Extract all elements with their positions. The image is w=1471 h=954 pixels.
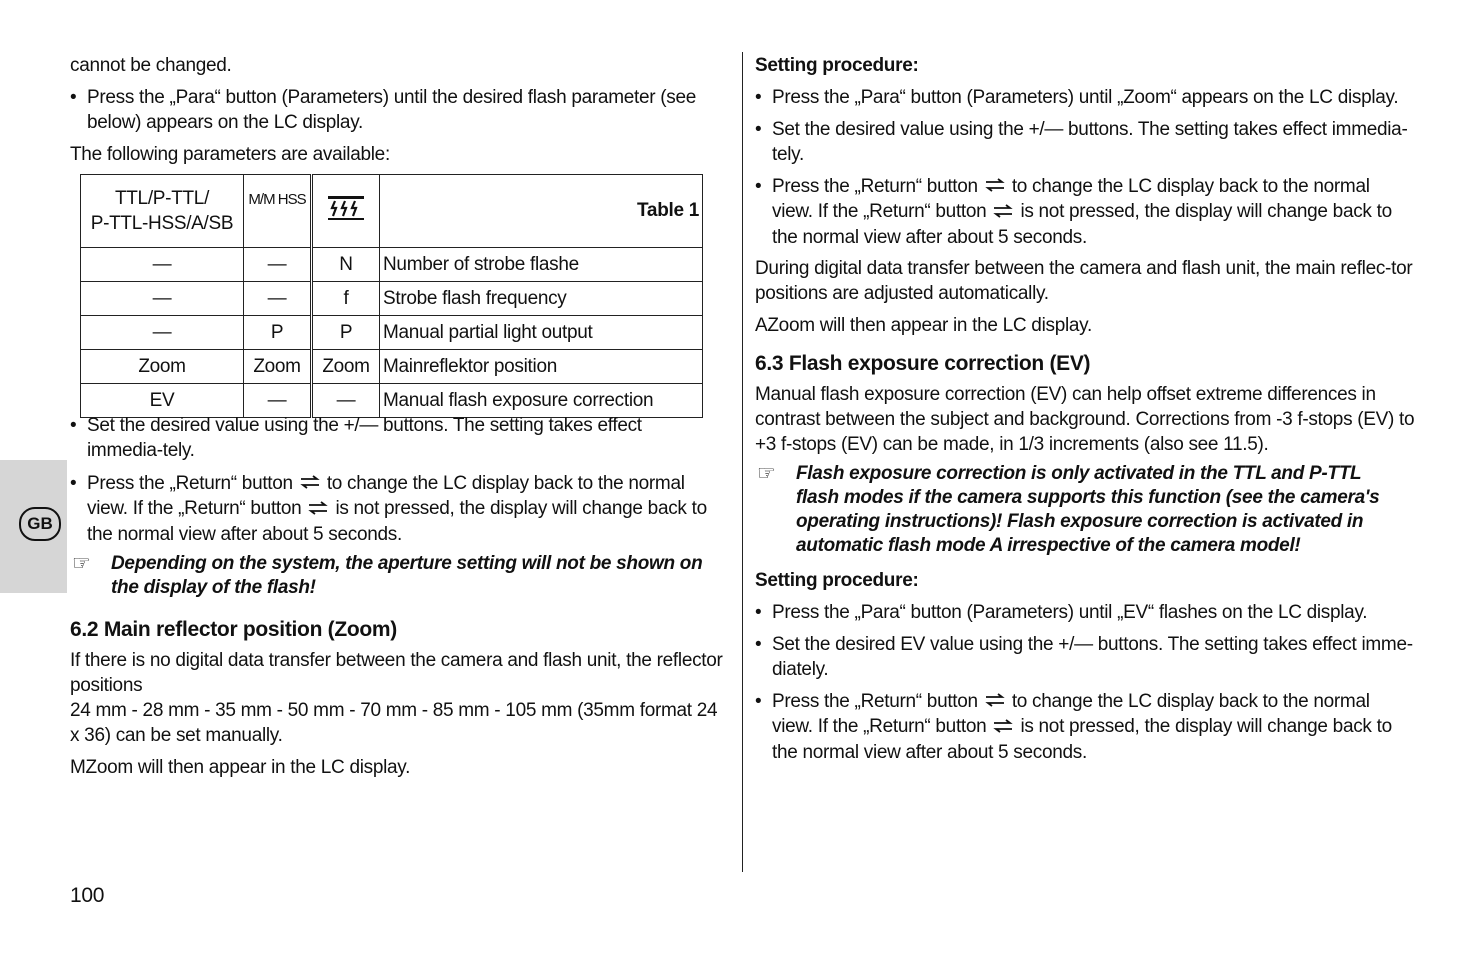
bullet-text bbox=[70, 471, 722, 547]
table-cell: f bbox=[312, 282, 380, 316]
bullet-item: • Press the „Return“ button to change the LC display back to the normal view. If the „Return“ button is not pressed, the display will change back to the normal view after about 5 seconds. bbox=[755, 174, 1415, 250]
table-cell: Manual partial light output bbox=[380, 316, 703, 350]
text-segment: is not pressed, the display will change back to the normal view after about 5 seconds. bbox=[772, 716, 1392, 763]
note-callout bbox=[70, 552, 730, 600]
bullet-item: • Set the desired value using the +/— buttons. The setting takes effect immedia-tely. bbox=[70, 413, 720, 463]
paragraph-text: 24 mm - 28 mm - 35 mm - 50 mm - 70 mm - 85 mm - 105 mm (35mm format 24 x 36) can be set manually. bbox=[70, 700, 718, 746]
text-segment: is not pressed, the display will change back to the normal view after about 5 seconds. bbox=[772, 201, 1392, 248]
header-modes-text: TTL/P-TTL/ P-TTL-HSS/A/SB bbox=[90, 188, 234, 234]
text-segment: to change the LC display back to the normal view. If the „Return“ button bbox=[87, 473, 685, 520]
table-cell: — bbox=[81, 248, 244, 282]
paragraph-text: During digital data transfer between the camera and flash unit, the main reflec-tor positions are adjusted automatically. bbox=[755, 258, 1413, 304]
column-divider bbox=[742, 52, 743, 872]
return-icon bbox=[299, 471, 321, 496]
pointing-hand-icon: ☞ bbox=[72, 552, 91, 575]
subheading: Setting procedure: bbox=[755, 55, 919, 76]
bullet-text: Set the desired value using the +/— buttons. The setting takes effect immedia-tely. bbox=[87, 415, 642, 461]
table-row bbox=[81, 350, 703, 384]
language-badge: GB bbox=[19, 507, 61, 541]
header-manual-text: M/M HSS bbox=[248, 191, 306, 208]
bullet-item: • Press the „Return“ button to change the LC display back to the normal view. If the „Return“ button is not pressed, the display will change back to the normal view after about 5 seconds. bbox=[70, 471, 722, 547]
table-cell: Manual flash exposure correction bbox=[380, 384, 703, 418]
table-header-row bbox=[81, 175, 703, 248]
text-segment: Press the „Return“ button bbox=[87, 473, 293, 494]
table-cell: — bbox=[81, 316, 244, 350]
table-cell: Zoom bbox=[312, 350, 380, 384]
bullet-text: Press the „Para“ button (Parameters) until the desired flash parameter (see below) appears on the LC display. bbox=[87, 87, 697, 133]
text-segment: is not pressed, the display will change back to the normal view after about 5 seconds. bbox=[87, 498, 707, 545]
table-cell: Number of strobe flashe bbox=[380, 248, 703, 282]
table-caption: Table 1 bbox=[637, 200, 699, 221]
table-cell: — bbox=[81, 282, 244, 316]
bullet-text bbox=[755, 174, 1415, 250]
note-text: Flash exposure correction is only activated in the TTL and P-TTL flash modes if the camera supports this function (see the camera's operating instructions)! Flash exposure correction is activated in automatic flash mode A irrespective of the camera model! bbox=[796, 463, 1380, 556]
header-cell-strobe bbox=[312, 175, 380, 248]
page-number: 100 bbox=[70, 884, 105, 907]
table-cell: — bbox=[244, 248, 312, 282]
paragraph bbox=[70, 648, 732, 698]
return-icon bbox=[992, 715, 1014, 740]
note-text: Depending on the system, the aperture setting will not be shown on the display of the flash! bbox=[111, 553, 703, 598]
paragraph bbox=[755, 256, 1415, 306]
bullet-item: • Set the desired value using the +/— buttons. The setting takes effect immedia-tely. bbox=[755, 117, 1415, 167]
parameter-table bbox=[80, 174, 703, 418]
table-row bbox=[81, 282, 703, 316]
return-icon bbox=[984, 689, 1006, 714]
table-cell: EV bbox=[81, 384, 244, 418]
paragraph-text: Manual flash exposure correction (EV) can help offset extreme differences in contrast between the subject and background. Corrections from -3 f-stops (EV) to +3 f-stops (EV) can be made, in 1/3 increments (also see 11.5). bbox=[755, 384, 1415, 455]
table-cell: Zoom bbox=[244, 350, 312, 384]
table-cell: N bbox=[312, 248, 380, 282]
bullet-item: • Press the „Para“ button (Parameters) until the desired flash parameter (see below) appears on the LC display. bbox=[70, 85, 710, 135]
bullet-text: Press the „Para“ button (Parameters) until „EV“ flashes on the LC display. bbox=[772, 602, 1368, 623]
table-row bbox=[81, 248, 703, 282]
bullet-text: Set the desired value using the +/— buttons. The setting takes effect immedia-tely. bbox=[772, 119, 1408, 165]
table-cell: — bbox=[312, 384, 380, 418]
bullet-text bbox=[755, 689, 1415, 765]
section-heading: 6.3 Flash exposure correction (EV) bbox=[755, 352, 1091, 375]
return-icon bbox=[307, 497, 329, 522]
bullet-item: • Press the „Return“ button to change the LC display back to the normal view. If the „Return“ button is not pressed, the display will change back to the normal view after about 5 seconds. bbox=[755, 689, 1415, 765]
bullet-text: Set the desired EV value using the +/— buttons. The setting takes effect imme-diately. bbox=[772, 634, 1413, 680]
header-cell-modes bbox=[81, 175, 244, 248]
paragraph bbox=[70, 698, 730, 748]
subheading: Setting procedure: bbox=[755, 570, 919, 591]
table-cell: — bbox=[244, 282, 312, 316]
strobe-icon bbox=[326, 193, 366, 223]
table-cell: — bbox=[244, 384, 312, 418]
paragraph: AZoom will then appear in the LC display. bbox=[755, 315, 1092, 336]
table-cell: P bbox=[244, 316, 312, 350]
paragraph: cannot be changed. bbox=[70, 55, 232, 76]
text-segment: to change the LC display back to the normal view. If the „Return“ button bbox=[772, 691, 1370, 738]
table-cell: Strobe flash frequency bbox=[380, 282, 703, 316]
table-cell: P bbox=[312, 316, 380, 350]
table-cell: Zoom bbox=[81, 350, 244, 384]
paragraph: The following parameters are available: bbox=[70, 144, 390, 165]
bullet-item: • Set the desired EV value using the +/— buttons. The setting takes effect imme-diately. bbox=[755, 632, 1415, 682]
return-icon bbox=[992, 200, 1014, 225]
header-cell-caption bbox=[380, 175, 703, 248]
header-cell-manual bbox=[244, 175, 312, 248]
paragraph-text: If there is no digital data transfer between the camera and flash unit, the reflector positions bbox=[70, 650, 723, 696]
table-row bbox=[81, 316, 703, 350]
table-cell: Mainreflektor position bbox=[380, 350, 703, 384]
return-icon bbox=[984, 174, 1006, 199]
bullet-text: Press the „Para“ button (Parameters) until „Zoom“ appears on the LC display. bbox=[772, 87, 1399, 108]
bullet-item: • Press the „Para“ button (Parameters) until „Zoom“ appears on the LC display. bbox=[755, 85, 1415, 110]
text-segment: to change the LC display back to the normal view. If the „Return“ button bbox=[772, 176, 1370, 223]
text-segment: Press the „Return“ button bbox=[772, 691, 978, 712]
note-callout bbox=[755, 462, 1395, 558]
paragraph bbox=[755, 382, 1415, 457]
paragraph: MZoom will then appear in the LC display. bbox=[70, 757, 411, 778]
section-heading: 6.2 Main reflector position (Zoom) bbox=[70, 618, 397, 641]
pointing-hand-icon: ☞ bbox=[757, 462, 776, 485]
bullet-item: • Press the „Para“ button (Parameters) until „EV“ flashes on the LC display. bbox=[755, 600, 1415, 625]
text-segment: Press the „Return“ button bbox=[772, 176, 978, 197]
